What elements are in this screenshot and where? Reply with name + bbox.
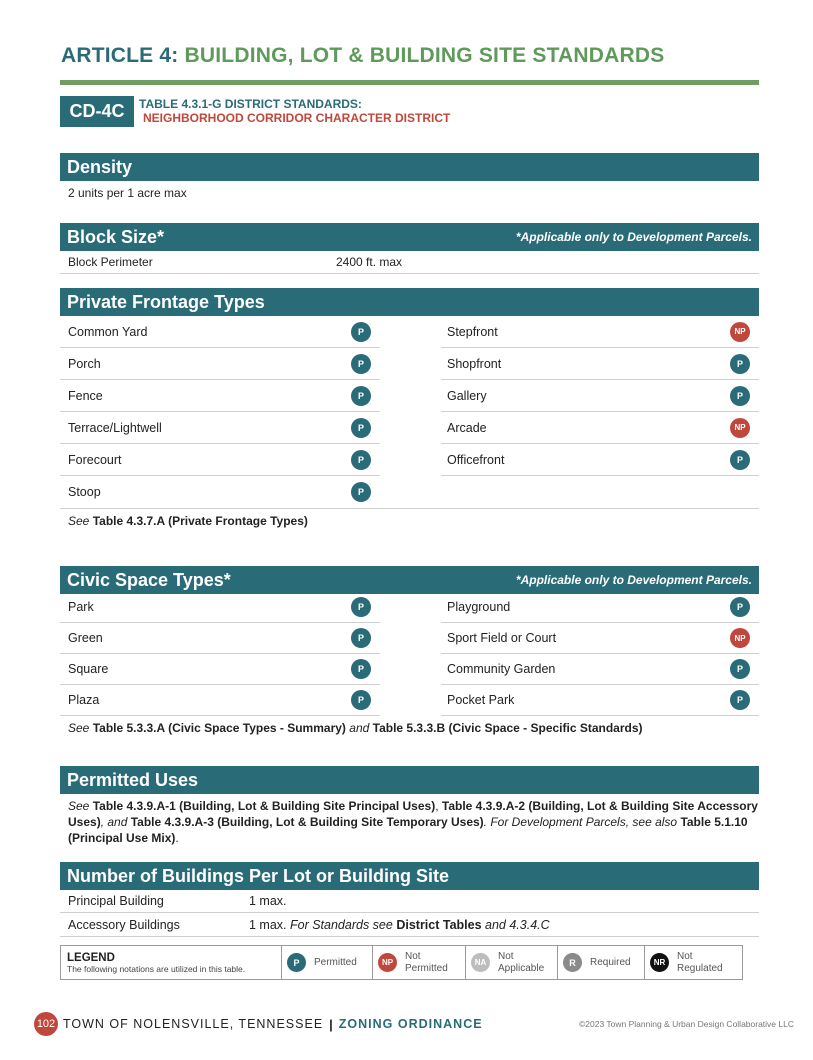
frontage-divider — [60, 508, 759, 509]
frontage-label: Shopfront — [447, 356, 502, 371]
comma-text: , — [435, 799, 439, 813]
not-permitted-badge: NP — [378, 953, 397, 972]
civic-label: Green — [68, 631, 103, 645]
table-reference-link[interactable]: Table 4.3.9.A-1 (Building, Lot & Building Site Principal Uses) — [92, 799, 436, 813]
civic-row — [60, 623, 380, 654]
required-badge: R — [563, 953, 582, 972]
town-name: TOWN OF NOLENSVILLE, TENNESSEE — [63, 1017, 324, 1031]
block-perimeter-value: 2400 ft. max — [336, 255, 403, 269]
civic-reference — [68, 721, 643, 735]
permitted-badge: P — [351, 628, 371, 648]
frontage-label: Porch — [68, 356, 101, 371]
frontage-label: Fence — [68, 388, 103, 403]
permitted-badge: P — [351, 597, 371, 617]
legend — [60, 945, 743, 980]
permitted-badge: P — [351, 322, 371, 342]
permitted-badge: P — [351, 386, 371, 406]
not-applicable-badge: NA — [471, 953, 490, 972]
legend-subtitle: The following notations are utilized in this table. — [67, 963, 246, 974]
civic-row — [441, 623, 759, 654]
table-caption — [139, 97, 450, 125]
permitted-badge: P — [730, 386, 750, 406]
table-reference-link[interactable]: Table 4.3.7.A (Private Frontage Types) — [92, 514, 308, 528]
legend-item — [282, 946, 373, 979]
permitted-badge: P — [351, 690, 371, 710]
accessory-buildings-label: Accessory Buildings — [68, 917, 180, 932]
and-text: and — [349, 721, 370, 735]
see-text: See — [68, 799, 90, 813]
frontage-header — [60, 288, 759, 316]
frontage-row — [441, 412, 759, 444]
uses-header — [60, 766, 759, 794]
legend-label: Not Permitted — [405, 950, 448, 974]
frontage-label: Forecourt — [68, 452, 122, 467]
table-reference-link[interactable]: Table 5.3.3.A (Civic Space Types - Summary) — [92, 721, 346, 735]
frontage-row — [60, 444, 380, 476]
civic-row — [441, 592, 759, 623]
civic-header — [60, 566, 759, 594]
uses-title: Permitted Uses — [67, 769, 199, 790]
frontage-label: Arcade — [447, 420, 487, 435]
frontage-row — [60, 476, 380, 508]
frontage-row — [60, 412, 380, 444]
accessory-and-text: and 4.3.4.C — [485, 917, 550, 932]
accessory-buildings-row — [60, 913, 759, 937]
frontage-row — [60, 348, 380, 380]
not-permitted-badge: NP — [730, 322, 750, 342]
buildings-title: Number of Buildings Per Lot or Building Site — [67, 865, 449, 886]
district-code-badge: CD-4C — [60, 96, 134, 127]
frontage-label: Stoop — [68, 485, 101, 499]
civic-label: Sport Field or Court — [447, 631, 557, 645]
table-reference-link[interactable]: Table 5.1.10 (Principal Use Mix) — [68, 815, 748, 845]
permitted-badge: P — [730, 450, 750, 470]
title-divider — [60, 80, 759, 85]
frontage-row — [441, 316, 759, 348]
frontage-reference — [68, 514, 308, 528]
civic-label: Playground — [447, 600, 511, 614]
block-size-note: *Applicable only to Development Parcels. — [515, 230, 752, 244]
legend-item — [558, 946, 645, 979]
legend-label: Not Applicable — [498, 950, 545, 974]
table-reference-link[interactable]: Table 5.3.3.B (Civic Space - Specific Standards) — [372, 721, 643, 735]
civic-label: Square — [68, 662, 109, 676]
block-size-divider — [60, 273, 759, 274]
legend-item — [466, 946, 558, 979]
article-name: BUILDING, LOT & BUILDING SITE STANDARDS — [178, 44, 665, 67]
civic-note: *Applicable only to Development Parcels. — [515, 573, 752, 587]
article-number: ARTICLE 4: — [61, 44, 179, 67]
permitted-badge: P — [351, 659, 371, 679]
permitted-badge: P — [287, 953, 306, 972]
page-number: 102 — [34, 1012, 58, 1036]
density-title: Density — [67, 156, 133, 177]
footer-separator: | — [329, 1016, 333, 1032]
table-reference-link[interactable]: Table 4.3.9.A-3 (Building, Lot & Building Site Temporary Uses) — [130, 815, 484, 829]
principal-building-value: 1 max. — [249, 893, 287, 908]
frontage-label: Gallery — [447, 388, 487, 403]
density-header — [60, 153, 759, 181]
civic-row — [60, 685, 380, 716]
permitted-badge: P — [351, 354, 371, 374]
table-reference-link[interactable]: Table 4.3.9.A-2 (Building, Lot & Building Site Accessory Uses) — [68, 799, 758, 829]
principal-building-label: Principal Building — [68, 893, 164, 908]
density-text: 2 units per 1 acre max — [68, 186, 187, 200]
page-footer — [34, 1012, 794, 1036]
frontage-row — [60, 316, 380, 348]
frontage-row — [60, 380, 380, 412]
frontage-label: Stepfront — [447, 324, 498, 339]
legend-label: Required — [590, 956, 631, 968]
see-text: See — [68, 514, 90, 528]
legend-title: LEGEND — [67, 951, 115, 964]
block-size-title: Block Size* — [67, 226, 165, 247]
frontage-title: Private Frontage Types — [67, 291, 265, 312]
permitted-badge: P — [351, 482, 371, 502]
permitted-badge: P — [351, 450, 371, 470]
not-permitted-badge: NP — [730, 418, 750, 438]
frontage-row — [441, 348, 759, 380]
frontage-label: Terrace/Lightwell — [68, 420, 162, 435]
district-tables-link[interactable]: District Tables — [396, 917, 482, 932]
table-caption-line-1: TABLE 4.3.1-G DISTRICT STANDARDS: — [139, 97, 362, 111]
legend-item — [645, 946, 742, 979]
frontage-label: Common Yard — [68, 324, 148, 339]
frontage-label: Officefront — [447, 452, 505, 467]
civic-title: Civic Space Types* — [67, 569, 231, 590]
document-name: ZONING ORDINANCE — [338, 1017, 483, 1031]
principal-building-row — [60, 889, 759, 913]
frontage-row — [441, 444, 759, 476]
period-text: . — [175, 831, 179, 845]
dev-text: . For Development Parcels, see also — [483, 815, 678, 829]
legend-item — [373, 946, 466, 979]
civic-row — [60, 592, 380, 623]
copyright: ©2023 Town Planning & Urban Design Collaborative LLC — [579, 1019, 794, 1029]
civic-label: Plaza — [68, 693, 100, 707]
uses-reference — [68, 798, 758, 846]
table-caption-line-2: NEIGHBORHOOD CORRIDOR CHARACTER DISTRICT — [143, 111, 451, 125]
see-text: See — [68, 721, 90, 735]
buildings-header — [60, 862, 759, 890]
permitted-badge: P — [351, 418, 371, 438]
legend-label: Permitted — [314, 956, 357, 968]
civic-row — [441, 685, 759, 716]
accessory-for-text: For Standards see — [290, 917, 393, 932]
civic-row — [60, 654, 380, 685]
article-title — [61, 44, 664, 68]
civic-label: Pocket Park — [447, 693, 515, 707]
civic-label: Park — [68, 600, 94, 614]
permitted-badge: P — [730, 597, 750, 617]
not-permitted-badge: NP — [730, 628, 750, 648]
frontage-row — [441, 380, 759, 412]
and-text: , and — [100, 815, 128, 829]
legend-label: Not Regulated — [677, 950, 723, 974]
legend-heading — [61, 946, 282, 979]
civic-row — [441, 654, 759, 685]
permitted-badge: P — [730, 690, 750, 710]
block-size-header — [60, 223, 759, 251]
civic-label: Community Garden — [447, 662, 556, 676]
accessory-max: 1 max. — [249, 917, 287, 932]
permitted-badge: P — [730, 659, 750, 679]
block-perimeter-label: Block Perimeter — [68, 255, 153, 269]
not-regulated-badge: NR — [650, 953, 669, 972]
permitted-badge: P — [730, 354, 750, 374]
accessory-buildings-value — [249, 918, 550, 932]
